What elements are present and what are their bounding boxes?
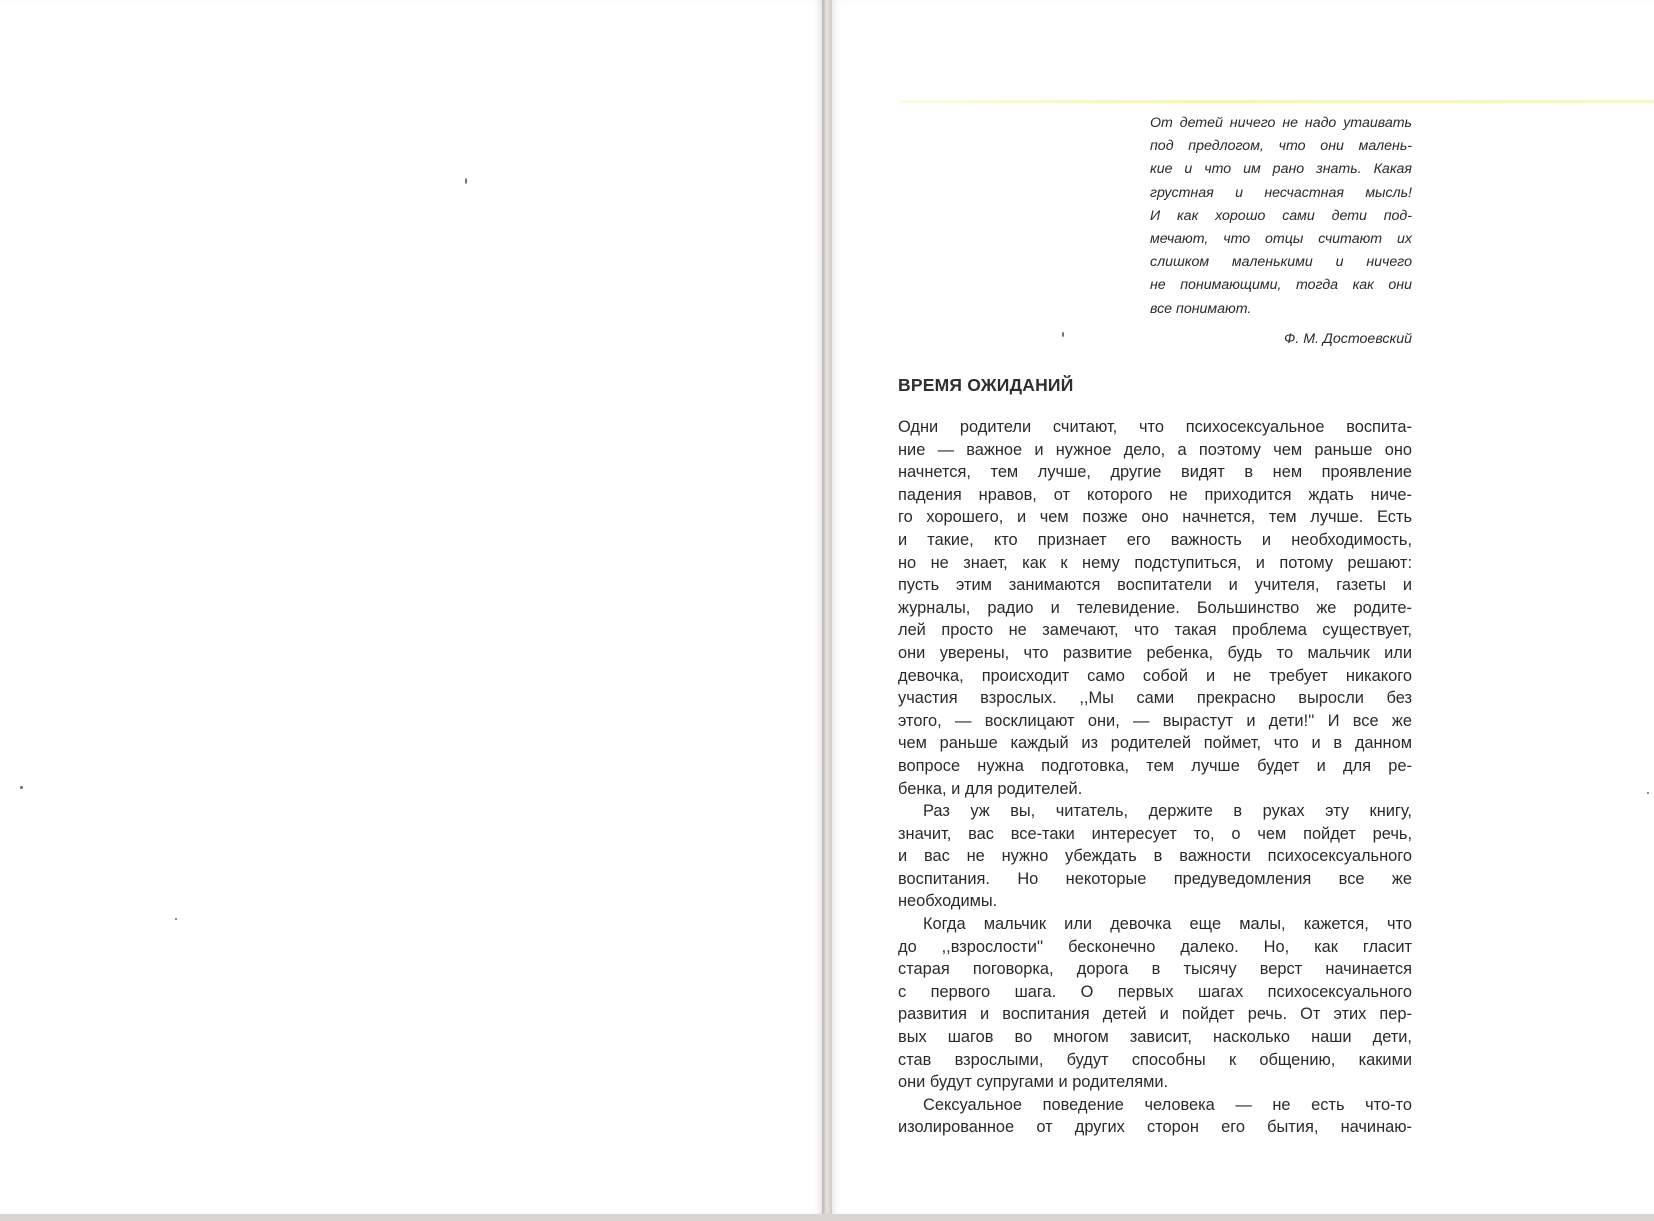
epigraph-line: От детей ничего не надо утаивать [1150,115,1412,131]
body-line: и такие, кто признает его важность и необходимость, [898,530,1412,549]
body-line: Раз уж вы, читатель, держите в руках эту книгу, [923,802,1412,821]
body-line: до ,,взрослости'' бесконечно далеко. Но, как гласит [898,937,1412,956]
body-line: старая поговорка, дорога в тысячу верст начинается [898,960,1412,979]
decorative-rule [900,100,1654,103]
epigraph-line: не понимающими, тогда как они [1150,277,1412,294]
body-line: они будут супругами и родителями. [898,1073,1169,1092]
epigraph-line: мечают, что отцы считают их [1150,231,1412,248]
epigraph-line: все понимают. [1150,300,1252,317]
body-line: девочка, происходит само собой и не требует никакого [898,666,1412,685]
paper-speck [1647,792,1649,794]
body-line: Сексуальное поведение человека — не есть что-то [923,1095,1412,1114]
body-line: го хорошего, и чем позже оно начнется, тем лучше. Есть [898,508,1412,527]
epigraph-line: под предлогом, что они малень- [1150,138,1412,155]
body-line: значит, вас все-таки интересует то, о чем пойдет речь, [898,824,1412,843]
left-page [0,0,822,1214]
body-line: пусть этим занимаются воспитатели и учителя, газеты и [898,576,1412,595]
body-text [898,416,1412,1139]
body-line: бенка, и для родителей. [898,779,1083,798]
paper-speck [175,918,177,920]
body-line: но не знает, как к нему подступиться, и потому решают: [898,553,1412,572]
body-line: ние — важное и нужное дело, а поэтому чем раньше оно [898,440,1412,459]
body-line: участия взрослых. ,,Мы сами прекрасно выросли без [898,689,1412,708]
chapter-title: ВРЕМЯ ОЖИДАНИЙ [898,375,1074,395]
body-line: чем раньше каждый из родителей поймет, что и в данном [898,734,1412,753]
body-line: журналы, радио и телевидение. Большинство же родите- [898,598,1412,617]
body-line: изолированное от других сторон его бытия, начинаю- [898,1118,1412,1137]
book-gutter [822,0,832,1221]
body-line: они уверены, что развитие ребенка, будь то мальчик или [898,643,1412,662]
epigraph-line: И как хорошо сами дети под- [1150,207,1412,224]
epigraph-line: кие и что им рано знать. Какая [1150,161,1412,178]
body-line: воспитания. Но некоторые предуведомления все же [898,869,1412,888]
body-line: вых шагов во многом зависит, насколько наши дети, [898,1028,1412,1047]
body-line: падения нравов, от которого не приходится ждать ниче- [898,485,1412,504]
body-line: начнется, тем лучше, другие видят в нем проявление [898,463,1412,482]
body-line: вопросе нужна подготовка, тем лучше будет и для ре- [898,756,1412,775]
epigraph-author: Ф. М. Достоевский [1284,331,1412,347]
body-line: Одни родители считают, что психосексуальное воспита- [898,418,1412,436]
page-bottom-edge [0,1214,1654,1221]
body-line: Когда мальчик или девочка еще малы, кажется, что [923,915,1412,934]
body-line: с первого шага. О первых шагах психосексуального [898,982,1412,1001]
body-line: этого, — восклицают они, — вырастут и дети!'' И все же [898,711,1412,730]
body-line: и вас не нужно убеждать в важности психосексуального [898,847,1412,866]
epigraph [1150,112,1412,321]
body-line: лей просто не замечают, что такая проблема существует, [898,621,1412,640]
epigraph-line: грустная и несчастная мысль! [1150,184,1412,201]
body-line: став взрослыми, будут способны к общению, какими [898,1050,1412,1069]
paper-speck [1062,332,1064,337]
body-line: развития и воспитания детей и пойдет речь. От этих пер- [898,1005,1412,1024]
epigraph-line: слишком маленькими и ничего [1150,254,1412,271]
body-line: необходимы. [898,892,998,911]
paper-speck [20,786,23,789]
paper-speck [465,178,467,184]
